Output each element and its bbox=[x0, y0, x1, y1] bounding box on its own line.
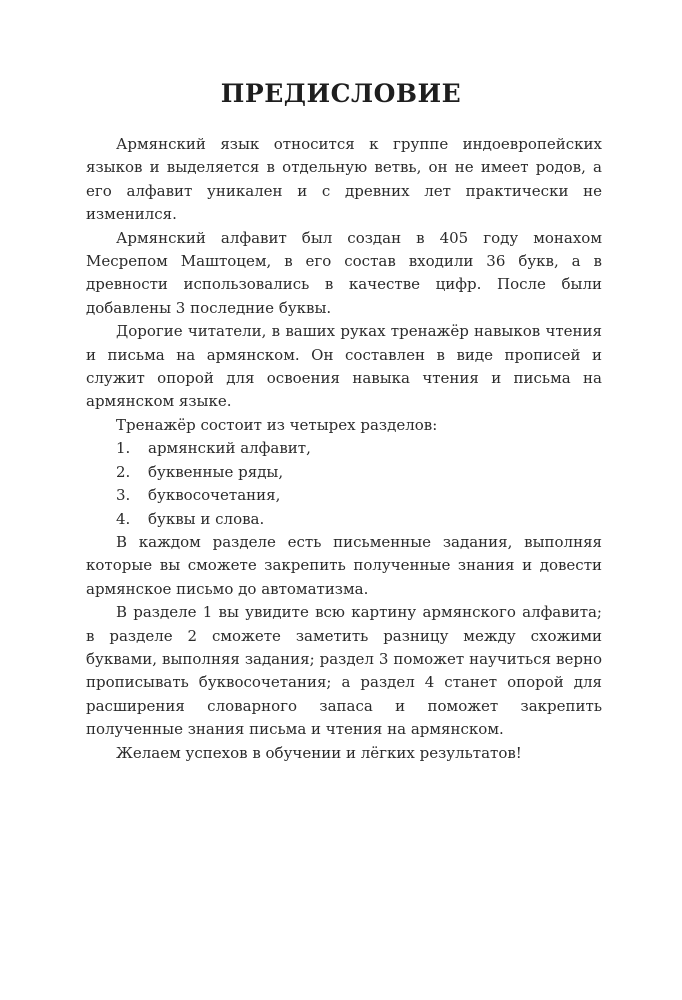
list-item bbox=[86, 461, 602, 484]
list-item-text: буквосочетания, bbox=[148, 486, 281, 505]
paragraph-closing-wish: Желаем успехов в обучении и лёгких результатов! bbox=[116, 743, 522, 762]
page-title: ПРЕДИСЛОВИЕ bbox=[220, 79, 462, 108]
list-item-number: 1. bbox=[116, 439, 131, 458]
paragraph-written-tasks: В каждом разделе есть письменные задания, выполняя которые вы сможете закрепить полученные знания и довести армянское письмо до автоматизма. bbox=[86, 532, 602, 598]
list-item-number: 2. bbox=[116, 462, 131, 481]
list-item bbox=[86, 508, 602, 531]
list-item bbox=[86, 437, 602, 460]
sections-list bbox=[86, 437, 602, 531]
list-item-number: 4. bbox=[116, 509, 131, 528]
preface-body bbox=[86, 133, 602, 765]
paragraph-intro: Армянский язык относится к группе индоевропейских языков и выделяется в отдельную ветвь, он не имеет родов, а его алфавит уникален и с древних лет практически не изменился. bbox=[86, 135, 602, 224]
paragraph-alphabet-history: Армянский алфавит был создан в 405 году монахом Месрепом Маштоцем, в его состав входили 36 букв, а в древности использовались в качестве цифр. После были добавлены 3 последние буквы. bbox=[86, 228, 602, 317]
list-item bbox=[86, 484, 602, 507]
paragraph-trainer-description: Дорогие читатели, в ваших руках тренажёр навыков чтения и письма на армянском. Он составлен в виде прописей и служит опорой для освоения навыка чтения и письма на армянском языке. bbox=[86, 322, 602, 411]
paragraph-sections-intro: Тренажёр состоит из четырех разделов: bbox=[116, 415, 438, 434]
list-item-text: буквенные ряды, bbox=[148, 462, 284, 481]
paragraph-sections-overview: В разделе 1 вы увидите всю картину армянского алфавита; в разделе 2 сможете заметить разницу между схожими буквами, выполняя задания; раздел 3 поможет научиться верно прописывать буквосочетания; а раздел 4 станет опорой для расширения словарного запаса и поможет закрепить полученные знания письма и чтения на армянском. bbox=[86, 603, 602, 739]
list-item-text: армянский алфавит, bbox=[148, 439, 311, 458]
list-item-text: буквы и слова. bbox=[148, 509, 265, 528]
list-item-number: 3. bbox=[116, 486, 131, 505]
